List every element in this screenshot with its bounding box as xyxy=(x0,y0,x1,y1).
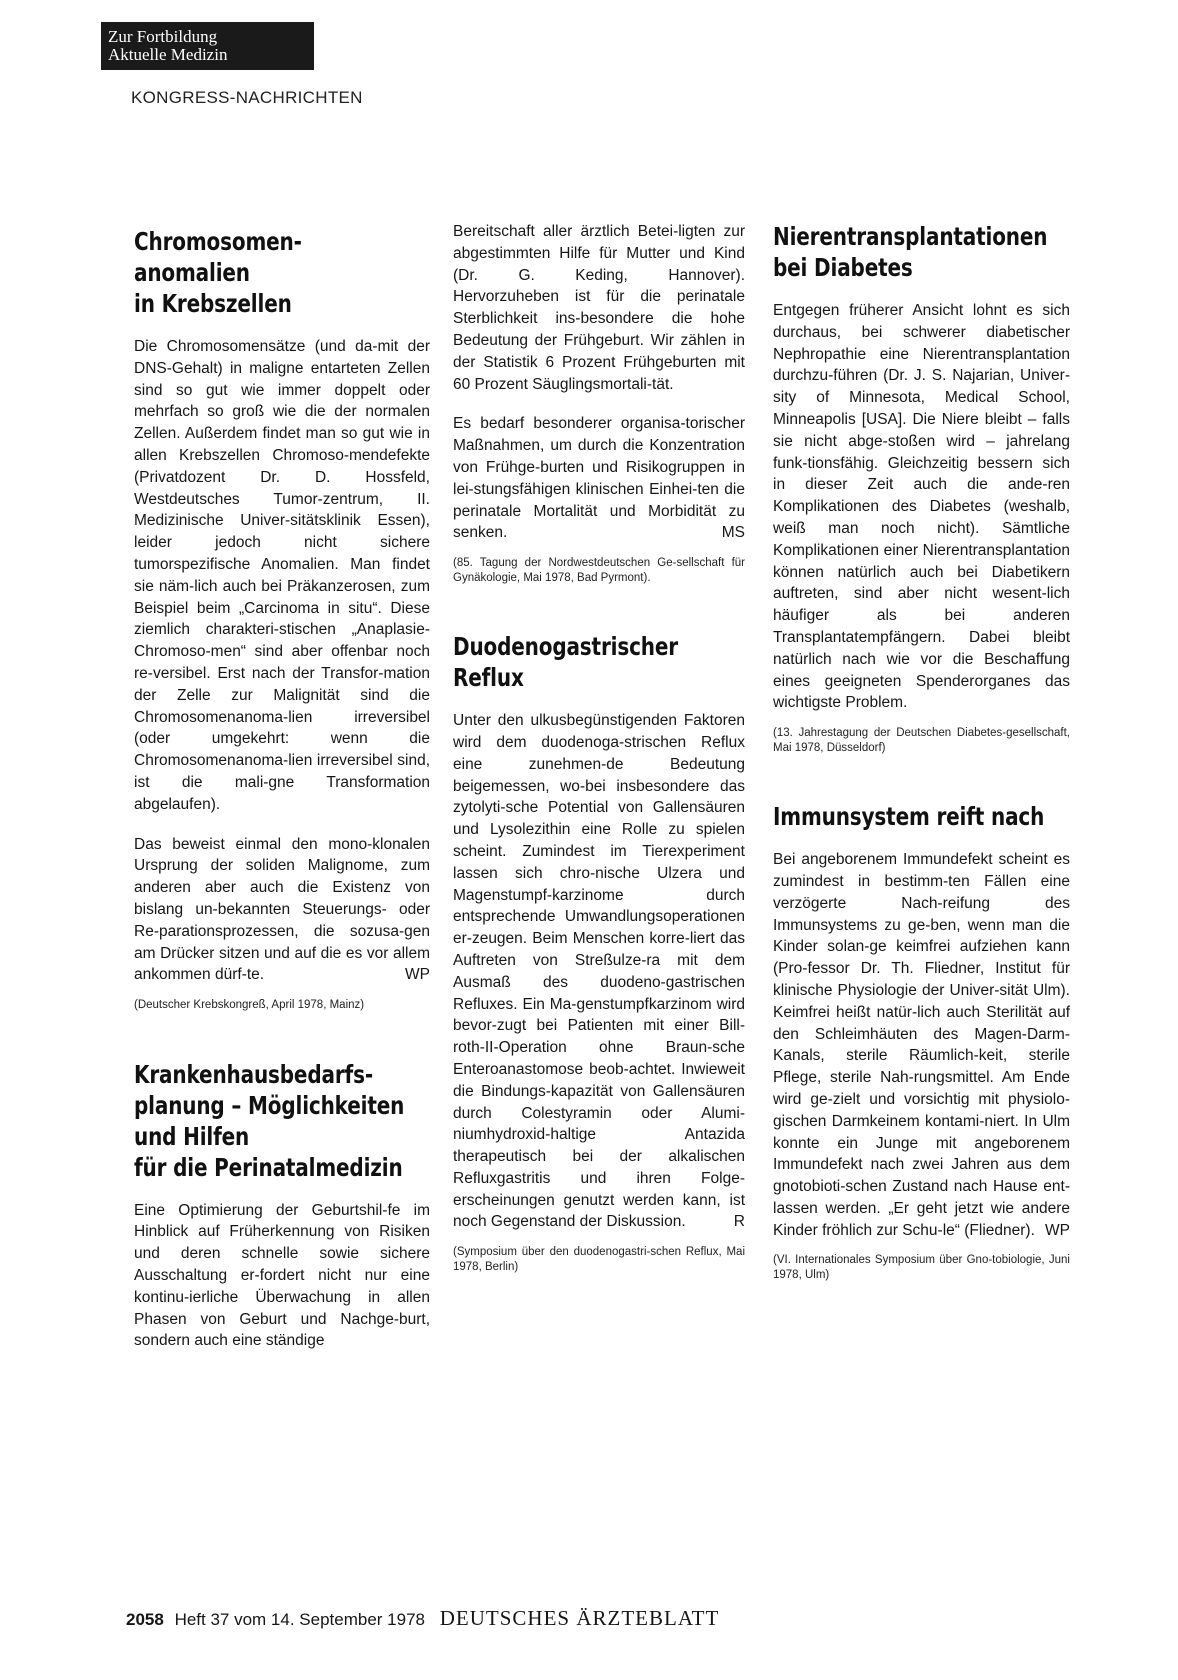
article-chromosomen xyxy=(134,226,430,1013)
article-paragraph: Das beweist einmal den mono-klonalen Ursprung der soliden Malignome, zum anderen aber auch die Existenz von bislang un-bekannten Steuerungs- oder Re-parationsprozessen, die sozusa-gen am Drücker sitzen und auf die es vor allem ankommen dürf-te. WP xyxy=(134,834,430,987)
source-note: (13. Jahrestagung der Deutschen Diabetes-gesellschaft, Mai 1978, Düsseldorf) xyxy=(773,727,1070,754)
article-nieren xyxy=(773,221,1070,755)
article-paragraph: Bereitschaft aller ärztlich Betei-ligten zur abgestimmten Hilfe für Mutter und Kind (Dr. G. Keding, Hannover). Hervorzuheben ist für die perinatale Sterblichkeit ins-besondere die hohe Bedeutung der Frühgeburt. Wir zählen in der Statistik 6 Prozent Frühgeburten mit 60 Prozent Säuglingsmortali-tät. xyxy=(453,223,745,393)
issue-info: Heft 37 vom 14. September 1978 xyxy=(174,1610,425,1629)
article-duodeno xyxy=(453,631,745,1274)
journal-name: DEUTSCHES ÄRZTEBLATT xyxy=(439,1606,720,1630)
article-title: Duodenogastrischer Reflux xyxy=(453,632,678,693)
article-title: Nierentransplantationen bei Diabetes xyxy=(773,222,1048,282)
column-2 xyxy=(453,221,745,1320)
column-1 xyxy=(134,226,430,1370)
author-signature: R xyxy=(733,1213,745,1231)
author-signature: WP xyxy=(405,966,430,984)
author-signature: WP xyxy=(1045,1221,1070,1239)
badge-line-2: Aktuelle Medizin xyxy=(108,45,228,64)
article-title: Immunsystem reift nach xyxy=(773,802,1045,832)
article-paragraph: Unter den ulkusbegünstigenden Faktoren wird dem duodenoga-strischen Reflux eine zunehmen-de Bedeutung beigemessen, wo-bei insbesondere das zytolyti-sche Potential von Gallensäuren und Lysolezithin eine Rolle zu spielen scheint. Zumindest im Tierexperiment lassen sich chro-nische Ulzera und Magenstumpf-karzinome durch entsprechende Umwandlungsoperationen er-zeugen. Beim Menschen korre-liert das Auftreten von Streßulze-ra mit dem Ausmaß des duodeno-gastrischen Refluxes. Ein Ma-genstumpfkarzinom wird bevor-zugt bei Patienten mit einer Bill-roth-II-Operation ohne Braun-sche Enteroanastomose beob-achtet. Inwieweit die Bindungs-kapazität von Gallensäuren durch Colestyramin oder Alumi-niumhydroxid-haltige Antazida therapeutisch bei der alkalischen Refluxgastritis und ihren Folge-erscheinungen genutzt werden kann, ist noch Gegenstand der Diskussion. R xyxy=(453,710,745,1233)
page-number: 2058 xyxy=(126,1610,164,1629)
article-immun xyxy=(773,801,1070,1282)
article-title: Chromosomen- anomalien in Krebszellen xyxy=(134,227,302,318)
column-3 xyxy=(773,221,1070,1328)
article-title: Krankenhausbedarfs- planung – Möglichkeiten und Hilfen für die Perinatalmedizin xyxy=(134,1059,405,1182)
article-krankenhaus xyxy=(134,1059,430,1353)
article-paragraph: Entgegen früherer Ansicht lohnt es sich durchaus, bei schwerer diabetischer Nephropathie eine Nierentransplantation durchzu-führen (Dr. J. S. Najarian, Univer-sity of Minnesota, Medical School, Minneapolis [USA]. Die Niere bleibt – falls sie nicht abge-stoßen wird – jahrelang funk-tionsfähig. Gleichzeitig bessern sich in dieser Zeit auch die ande-ren Komplikationen des Diabetes (weshalb, weiß man noch nicht). Sämtliche Komplikationen einer Nierentransplantation können natürlich auch bei Diabetikern auftreten, sind aber nicht wesent-lich häufiger als bei anderen Transplantatempfängern. Dabei bleibt natürlich nach wie vor die Beschaffung eines geeigneten Spenderorganes das wichtigste Problem. xyxy=(773,302,1070,712)
article-paragraph: Die Chromosomensätze (und da-mit der DNS-Gehalt) in maligne entarteten Zellen sind so gut wie immer doppelt oder mehrfach so groß wie die der normalen Zellen. Außerdem findet man so gut wie in allen Krebszellen Chromoso-mendefekte (Privatdozent Dr. D. Hossfeld, Westdeutsches Tumor-zentrum, II. Medizinische Univer-sitätsklinik Essen), leider jedoch nicht sichere tumorspezifische Anomalien. Man findet sie näm-lich auch bei Präkanzerosen, zum Beispiel beim „Carcinoma in situ“. Diese ziemlich charakteri-stischen „Anaplasie-Chromoso-men“ sind aber offenbar noch re-versibel. Erst nach der Transfor-mation der Zelle zur Malignität sind die Chromosomenanoma-lien irreversibel (oder umgekehrt: wenn die Chromosomenanoma-lien irreversibel sind, ist die mali-gne Transformation abgelaufen). xyxy=(134,338,430,813)
source-note: (85. Tagung der Nordwestdeutschen Ge-sellschaft für Gynäkologie, Mai 1978, Bad Pyrmont). xyxy=(453,557,745,584)
article-paragraph: Es bedarf besonderer organisa-torischer Maßnahmen, um durch die Konzentration von Frühge-burten und Risikogruppen in lei-stungsfähigen klinischen Einhei-ten die perinatale Mortalität und Morbidität zu senken. MS xyxy=(453,413,745,544)
section-label: KONGRESS-NACHRICHTEN xyxy=(131,88,363,107)
badge-line-1: Zur Fortbildung xyxy=(108,27,218,46)
source-note: (VI. Internationales Symposium über Gno-tobiologie, Juni 1978, Ulm) xyxy=(773,1254,1070,1281)
source-note: (Deutscher Krebskongreß, April 1978, Mainz) xyxy=(134,999,365,1012)
source-note: (Symposium über den duodenogastri-schen Reflux, Mai 1978, Berlin) xyxy=(453,1246,745,1273)
article-paragraph: Eine Optimierung der Geburtshil-fe im Hinblick auf Früherkennung von Risiken und deren schnelle sowie sichere Ausschaltung er-fordert nicht nur eine kontinu-ierliche Überwachung in allen Phasen von Geburt und Nachge-burt, sondern auch eine ständige xyxy=(134,1201,430,1350)
page-footer xyxy=(126,1606,719,1631)
article-paragraph: Bei angeborenem Immundefekt scheint es zumindest in bestimm-ten Fällen eine verzögerte Nach-reifung des Immunsystems zu ge-ben, wenn man die Kinder solan-ge keimfrei aufziehen kann (Pro-fessor Dr. Th. Fliedner, Institut für klinische Physiologie der Univer-sität Ulm). Keimfrei heißt natür-lich auch Sterilität auf den Schleimhäuten des Magen-Darm-Kanals, sterile Räumlich-keit, sterile Pflege, sterile Nah-rungsmittel. Am Ende wird ge-zielt und vorsichtig mit physiolo-gischen Darmkeinem kontami-niert. In Ulm konnte ein Junge mit angeborenem Immundefekt nach zwei Jahren aus dem gnotobioti-schen Zustand nach Hause ent-lassen werden. „Er geht jetzt wie andere Kinder fröhlich zur Schu-le“ (Fliedner). WP xyxy=(773,849,1070,1241)
section-badge xyxy=(101,22,314,70)
author-signature: MS xyxy=(721,524,745,542)
